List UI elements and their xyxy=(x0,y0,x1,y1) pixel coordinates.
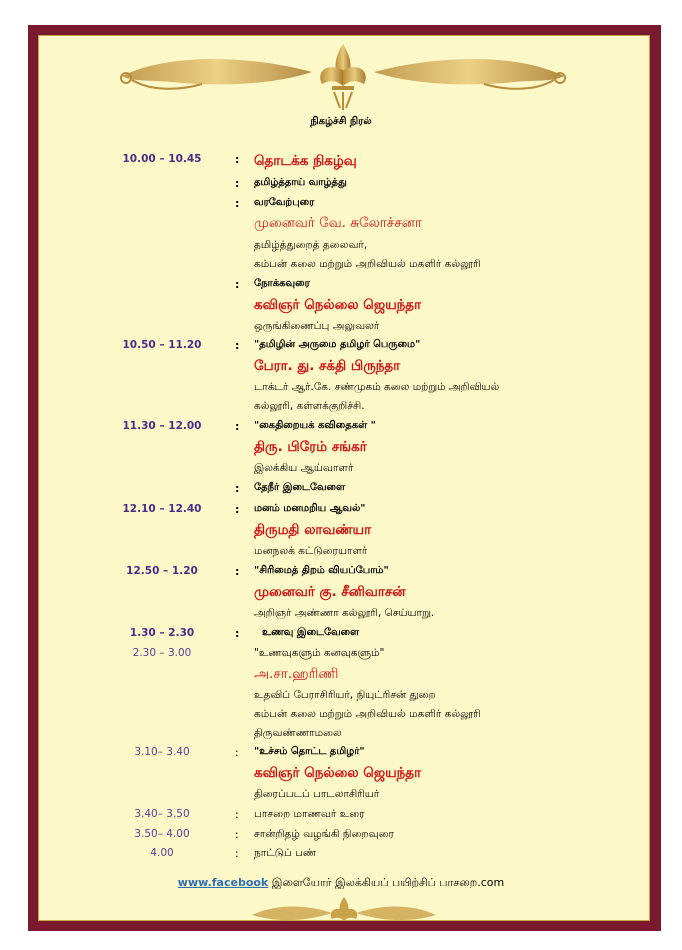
separator: : xyxy=(235,627,240,640)
schedule-row xyxy=(0,258,682,278)
schedule-row xyxy=(0,420,682,440)
separator: : xyxy=(235,420,240,433)
schedule-row xyxy=(0,627,682,647)
schedule-row xyxy=(0,278,682,298)
schedule-row xyxy=(0,297,682,317)
session-title: "உச்சம் தொட்ட தமிழர்" xyxy=(254,746,365,757)
schedule-row xyxy=(0,666,682,686)
schedule-row xyxy=(0,197,682,217)
session-item: வரவேற்புரை xyxy=(254,197,315,208)
speaker-name: அ.சா.ஹரிணி xyxy=(254,666,339,682)
footer-text: இளையோர் இலக்கியப் பயிற்சிப் பாசறை.com xyxy=(268,876,505,889)
schedule-row xyxy=(0,153,682,173)
session-title: பாசறை மாணவர் உரை xyxy=(254,808,365,820)
schedule-row xyxy=(0,788,682,808)
separator: : xyxy=(235,278,240,291)
time-slot: 12.10 – 12.40 xyxy=(122,503,202,515)
time-slot: 1.30 – 2.30 xyxy=(129,627,195,639)
program-title: நிகழ்ச்சி நிரல் xyxy=(310,116,372,127)
separator: : xyxy=(235,746,239,759)
session-title: "தமிழின் அருமை தமிழர் பெருமை" xyxy=(254,339,421,350)
speaker-name: திருமதி லாவண்யா xyxy=(254,522,372,538)
separator: : xyxy=(235,482,240,495)
separator: : xyxy=(235,153,240,166)
schedule-row xyxy=(0,584,682,604)
separator: : xyxy=(235,828,239,841)
speaker-designation: மனநலக் கட்டுரையாளர் xyxy=(254,545,368,557)
schedule-row xyxy=(0,503,682,523)
speaker-designation: தமிழ்த்துறைத் தலைவர், xyxy=(254,239,368,251)
schedule-row xyxy=(0,339,682,359)
schedule-row xyxy=(0,847,682,867)
schedule-row xyxy=(0,545,682,565)
session-title: "உணவுகளும் கனவுகளும்" xyxy=(254,647,385,659)
separator: : xyxy=(235,503,240,516)
speaker-designation: கம்பன் கலை மற்றும் அறிவியல் மகளிர் கல்லூரி xyxy=(254,258,481,270)
speaker-name: கவிஞர் நெல்லை ஜெயந்தா xyxy=(254,765,422,781)
separator: : xyxy=(235,197,240,210)
schedule-row xyxy=(0,808,682,828)
facebook-link[interactable]: www.facebook xyxy=(177,876,269,889)
schedule-row xyxy=(0,607,682,627)
schedule-row xyxy=(0,482,682,502)
schedule-row xyxy=(0,727,682,747)
session-item: உணவு இடைவேளை xyxy=(262,627,360,638)
schedule-row xyxy=(0,400,682,420)
speaker-designation: அறிஞர் அண்ணா கல்லூரி, செய்யாறு. xyxy=(254,607,435,619)
separator: : xyxy=(235,847,239,860)
schedule-row xyxy=(0,746,682,766)
speaker-designation: திருவண்ணாமலை xyxy=(254,727,342,739)
schedule-row xyxy=(0,439,682,459)
speaker-designation: டாக்டர் ஆர்.கே. சண்முகம் கலை மற்றும் அறிவியல் xyxy=(254,381,500,393)
separator: : xyxy=(235,808,239,821)
speaker-designation: ஒருங்கிணைப்பு அலுவலர் xyxy=(254,320,380,332)
session-title: "கைதிறையக் கவிதைகள் " xyxy=(254,420,376,431)
separator: : xyxy=(235,565,240,578)
schedule-row xyxy=(0,239,682,259)
flourish-ornament-top xyxy=(112,42,574,112)
schedule-row xyxy=(0,177,682,197)
session-title: மனம் மனமறிய ஆவல்" xyxy=(254,503,366,514)
schedule-row xyxy=(0,462,682,482)
speaker-name: பேரா. து. சக்தி பிருந்தா xyxy=(254,358,401,374)
schedule-row xyxy=(0,828,682,848)
time-slot: 10.00 – 10.45 xyxy=(122,153,202,165)
session-item: நோக்கவுரை xyxy=(254,278,310,289)
session-title: சான்றிதழ் வழங்கி நிறைவுரை xyxy=(254,828,394,840)
speaker-name: முனைவர் வே. சுலோச்சனா xyxy=(254,215,422,231)
footer xyxy=(0,876,682,891)
speaker-name: கவிஞர் நெல்லை ஜெயந்தா xyxy=(254,297,422,313)
session-title: நாட்டுப் பண் xyxy=(254,847,317,859)
time-slot: 10.50 – 11.20 xyxy=(122,339,202,351)
speaker-name: முனைவர் கு. சீனிவாசன் xyxy=(254,584,406,600)
session-title: தொடக்க நிகழ்வு xyxy=(254,153,357,169)
speaker-designation: உதவிப் பேராசிரியர், நியுட்ரிசன் துறை xyxy=(254,689,436,701)
session-item: தமிழ்த்தாய் வாழ்த்து xyxy=(254,177,347,188)
separator: : xyxy=(235,339,240,352)
schedule-row xyxy=(0,708,682,728)
time-slot: 2.30 – 3.00 xyxy=(132,647,192,659)
schedule-row xyxy=(0,647,682,667)
session-title: "சிரிமைத் திறம் வியப்போம்" xyxy=(254,565,389,576)
schedule-row xyxy=(0,522,682,542)
time-slot: 3.40– 3.50 xyxy=(134,808,190,820)
time-slot: 12.50 – 1.20 xyxy=(126,565,198,577)
time-slot: 3.10– 3.40 xyxy=(134,746,190,758)
schedule-row xyxy=(0,320,682,340)
schedule-row xyxy=(0,689,682,709)
schedule-row xyxy=(0,565,682,585)
time-slot: 3.50– 4.00 xyxy=(134,828,190,840)
schedule-row xyxy=(0,215,682,235)
schedule-row xyxy=(0,381,682,401)
flourish-ornament-bottom xyxy=(248,893,440,929)
time-slot: 11.30 – 12.00 xyxy=(122,420,202,432)
speaker-designation: கல்லூரி, கள்ளக்குறிச்சி. xyxy=(254,400,365,412)
speaker-designation: கம்பன் கலை மற்றும் அறிவியல் மகளிர் கல்லூரி xyxy=(254,708,481,720)
speaker-name: திரு. பிரேம் சங்கர் xyxy=(254,439,367,455)
speaker-designation: இலக்கிய ஆய்வாளர் xyxy=(254,462,354,474)
time-slot: 4.00 xyxy=(150,847,174,859)
speaker-designation: திரைப்படப் பாடலாசிரியர் xyxy=(254,788,380,800)
schedule-row xyxy=(0,358,682,378)
schedule-row xyxy=(0,765,682,785)
session-item: தேநீர் இடைவேளை xyxy=(254,482,346,493)
separator: : xyxy=(235,177,240,190)
